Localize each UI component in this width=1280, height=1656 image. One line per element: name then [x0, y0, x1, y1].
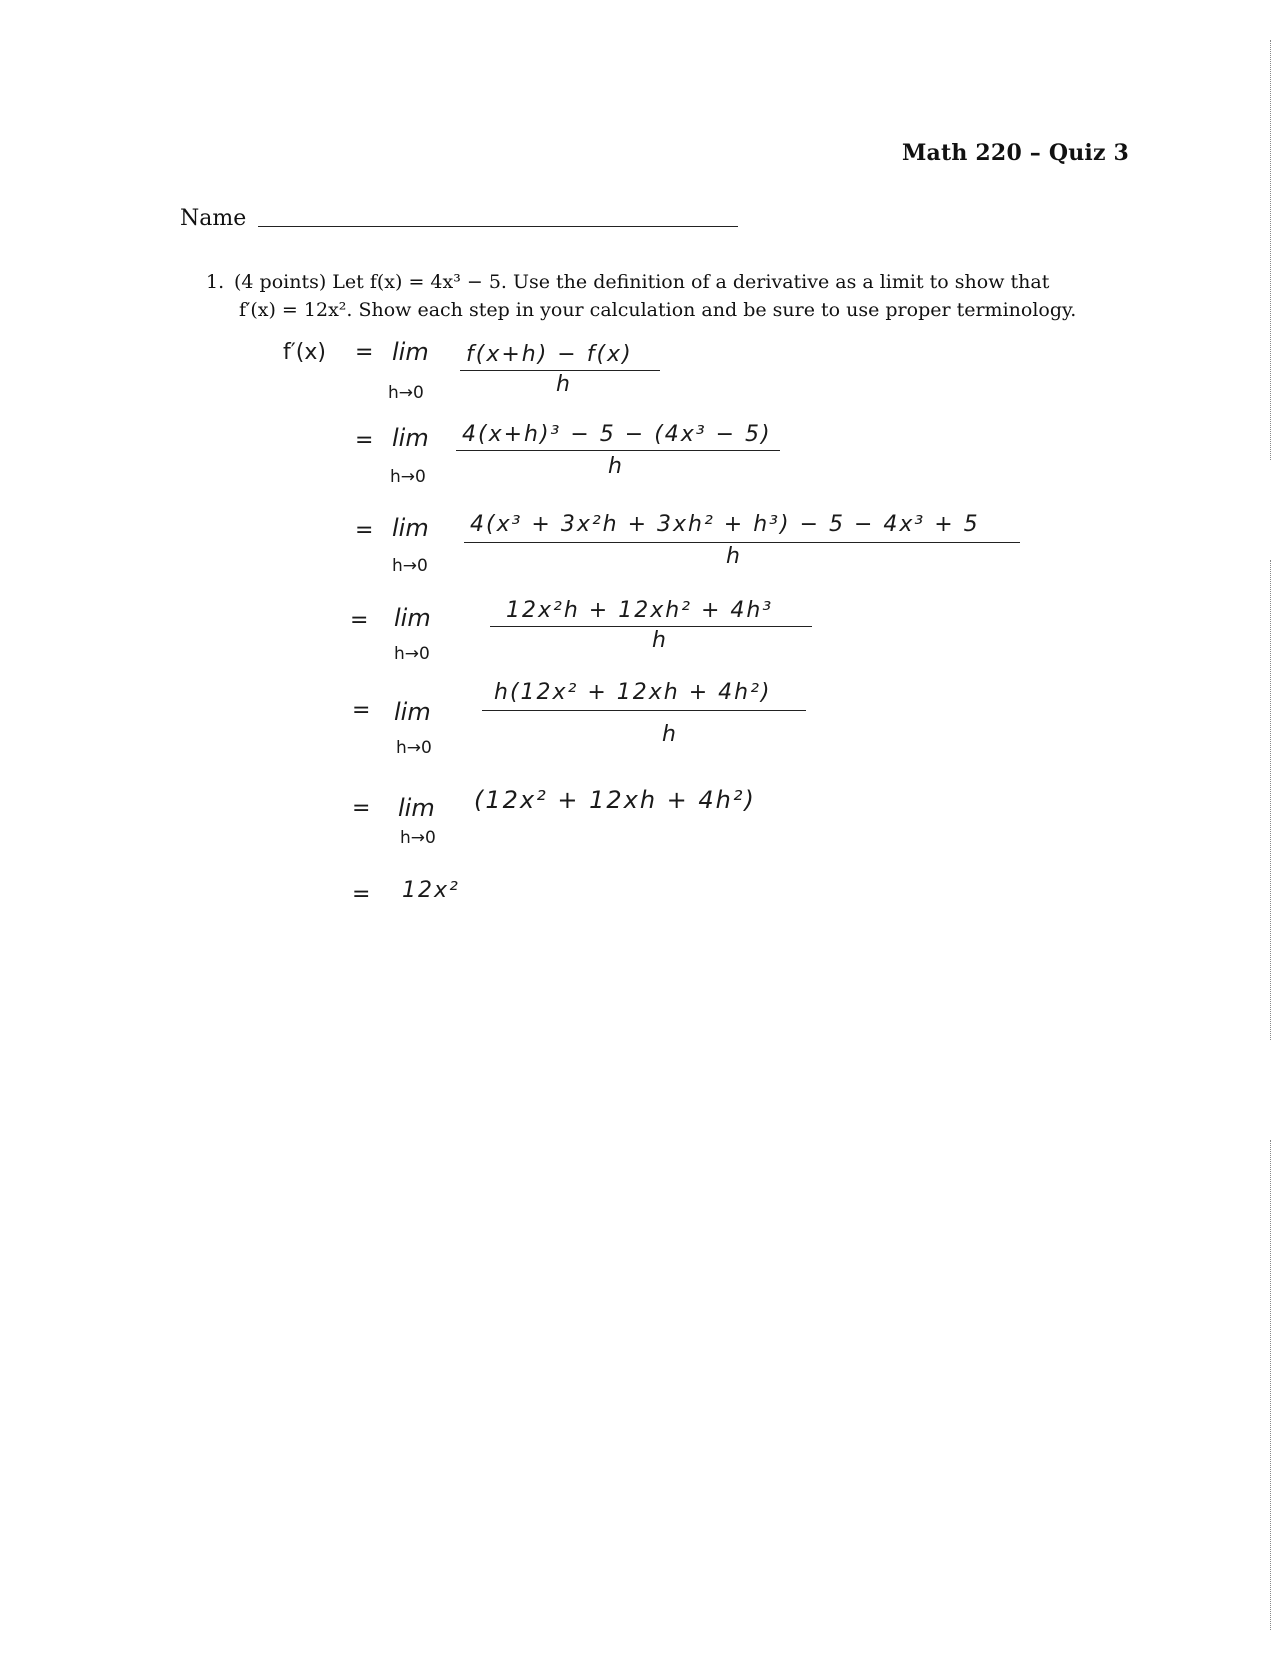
lim-label: lim: [398, 794, 435, 822]
equals-sign: =: [352, 698, 371, 723]
lim-label: lim: [394, 604, 431, 632]
lim-subscript: h→0: [394, 644, 430, 664]
lim-subscript: h→0: [392, 556, 428, 576]
equals-sign: =: [350, 608, 369, 633]
scan-edge-mark: [1270, 40, 1272, 460]
step-numerator: 4(x³ + 3x²h + 3xh² + h³) − 5 − 4x³ + 5: [470, 512, 980, 537]
fraction-bar: [482, 710, 806, 711]
fraction-bar: [460, 370, 660, 371]
fraction-bar: [490, 626, 812, 627]
fraction-bar: [456, 450, 780, 451]
step-numerator: 4(x+h)³ − 5 − (4x³ − 5): [462, 422, 772, 447]
scan-edge-mark: [1270, 1140, 1272, 1630]
step-numerator: f(x+h) − f(x): [466, 342, 633, 367]
step-denominator: h: [556, 372, 570, 397]
lim-label: lim: [394, 698, 431, 726]
final-answer: 12x²: [402, 878, 460, 903]
lim-subscript: h→0: [388, 383, 424, 403]
solution-lhs: f′(x): [283, 340, 326, 365]
step-expression: (12x² + 12xh + 4h²): [474, 786, 756, 814]
question-text-line-1: (4 points) Let f(x) = 4x³ − 5. Use the definition of a derivative as a limit to show that: [234, 271, 1050, 293]
scan-edge-mark: [1270, 560, 1272, 1040]
name-field: [180, 206, 738, 231]
step-numerator: h(12x² + 12xh + 4h²): [494, 680, 772, 705]
name-label: Name: [180, 206, 247, 231]
lim-label: lim: [392, 514, 429, 542]
page-title: Math 220 – Quiz 3: [902, 140, 1130, 166]
lim-subscript: h→0: [400, 828, 436, 848]
question-text-line-2: f′(x) = 12x². Show each step in your calculation and be sure to use proper terminology.: [239, 299, 1077, 321]
equals-sign: =: [355, 518, 374, 543]
step-denominator: h: [608, 454, 622, 479]
equals-sign: =: [355, 340, 374, 365]
step-numerator: 12x²h + 12xh² + 4h³: [506, 598, 774, 623]
equals-sign: =: [352, 882, 371, 907]
question-number: 1.: [206, 271, 225, 293]
fraction-bar: [464, 542, 1020, 543]
equals-sign: =: [355, 428, 374, 453]
step-denominator: h: [662, 722, 676, 747]
lim-label: lim: [392, 338, 429, 366]
lim-subscript: h→0: [390, 467, 426, 487]
name-blank-line[interactable]: [258, 225, 738, 227]
equals-sign: =: [352, 796, 371, 821]
lim-subscript: h→0: [396, 738, 432, 758]
step-denominator: h: [726, 544, 740, 569]
step-denominator: h: [652, 628, 666, 653]
lim-label: lim: [392, 424, 429, 452]
